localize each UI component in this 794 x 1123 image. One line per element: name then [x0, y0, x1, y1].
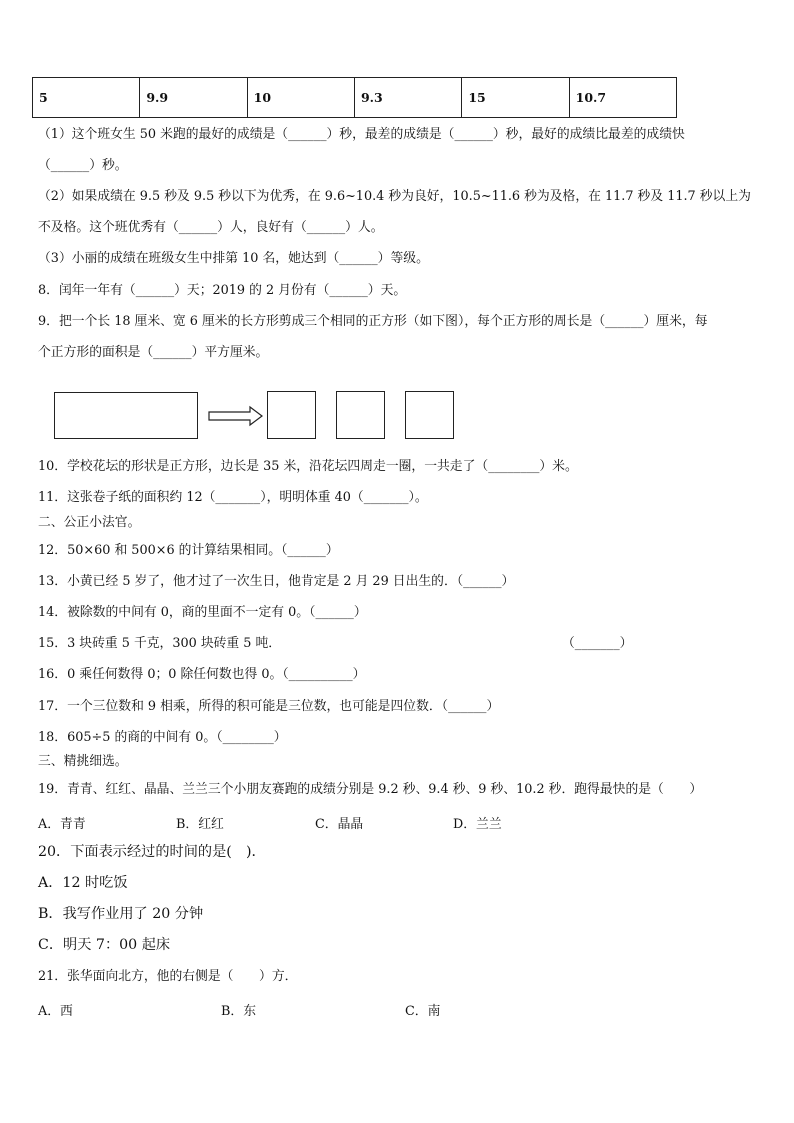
square-figure-1	[267, 391, 316, 439]
option-d: D．兰兰	[453, 817, 502, 832]
rectangle-figure	[54, 392, 198, 439]
question-12: 12．50×60 和 500×6 的计算结果相同。（______）	[38, 543, 339, 558]
question-18: 18．605÷5 的商的中间有 0。（________）	[38, 730, 287, 745]
question-9-line1: 9．把一个长 18 厘米、宽 6 厘米的长方形剪成三个相同的正方形（如下图），每个正方形的周长是（______）厘米，每	[38, 314, 708, 329]
table-cell: 5	[33, 78, 140, 118]
section-2-heading: 二、公正小法官。	[38, 515, 141, 530]
table-cell: 10	[247, 78, 354, 118]
option-a: A．青青	[38, 817, 86, 832]
table-cell: 10.7	[569, 78, 676, 118]
option-b: B．红红	[176, 817, 224, 832]
question-20: 20．下面表示经过的时间的是( )．	[38, 844, 266, 860]
question-19: 19．青青、红红、晶晶、兰兰三个小朋友赛跑的成绩分别是 9.2 秒、9.4 秒、9 秒、10.2 秒．跑得最快的是（ ）	[38, 782, 703, 797]
q7-part1-line2: （______）秒。	[38, 158, 128, 173]
section-3-heading: 三、精挑细选。	[38, 754, 128, 769]
q7-part2-line1: （2）如果成绩在 9.5 秒及 9.5 秒以下为优秀，在 9.6~10.4 秒为良好，10.5~11.6 秒为及格，在 11.7 秒及 11.7 秒以上为	[38, 189, 751, 204]
question-16: 16．0 乘任何数得 0；0 除任何数也得 0。（__________）	[38, 667, 366, 682]
table-row	[33, 78, 677, 118]
table-cell: 15	[462, 78, 569, 118]
arrow-icon	[208, 405, 264, 427]
q7-part2-line2: 不及格。这个班优秀有（______）人，良好有（______）人。	[38, 220, 384, 235]
question-10: 10．学校花坛的形状是正方形，边长是 35 米，沿花坛四周走一圈，一共走了（________）米。	[38, 459, 578, 474]
scores-table	[32, 77, 677, 118]
question-15: 15．3 块砖重 5 千克，300 块砖重 5 吨．	[38, 636, 282, 651]
question-17: 17．一个三位数和 9 相乘，所得的积可能是三位数，也可能是四位数．（______）	[38, 699, 500, 714]
q7-part1-line1: （1）这个班女生 50 米跑的最好的成绩是（______）秒，最差的成绩是（______）秒，最好的成绩比最差的成绩快	[38, 127, 685, 142]
option-b: B．东	[221, 1004, 256, 1019]
square-figure-2	[336, 391, 385, 439]
question-11: 11．这张卷子纸的面积约 12（_______），明明体重 40（_______）。	[38, 490, 428, 505]
option-c: C．晶晶	[315, 817, 364, 832]
question-20-option-b: B．我写作业用了 20 分钟	[38, 906, 204, 922]
question-13: 13．小黄已经 5 岁了，他才过了一次生日，他肯定是 2 月 29 日出生的．（______）	[38, 574, 515, 589]
question-15-answer-blank: （_______）	[562, 636, 633, 651]
q7-part3: （3）小丽的成绩在班级女生中排第 10 名，她达到（______）等级。	[38, 251, 429, 266]
option-c: C．南	[405, 1004, 441, 1019]
question-20-option-a: A．12 时吃饭	[38, 875, 128, 891]
question-9-line2: 个正方形的面积是（______）平方厘米。	[38, 345, 269, 360]
square-figure-3	[405, 391, 454, 439]
option-a: A．西	[38, 1004, 73, 1019]
table-cell: 9.3	[354, 78, 461, 118]
question-14: 14．被除数的中间有 0，商的里面不一定有 0。（______）	[38, 605, 367, 620]
question-21: 21．张华面向北方，他的右侧是（ ）方．	[38, 969, 298, 984]
question-20-option-c: C．明天 7：00 起床	[38, 937, 171, 953]
question-8: 8．闰年一年有（______）天；2019 的 2 月份有（______）天。	[38, 283, 407, 298]
table-cell: 9.9	[140, 78, 247, 118]
